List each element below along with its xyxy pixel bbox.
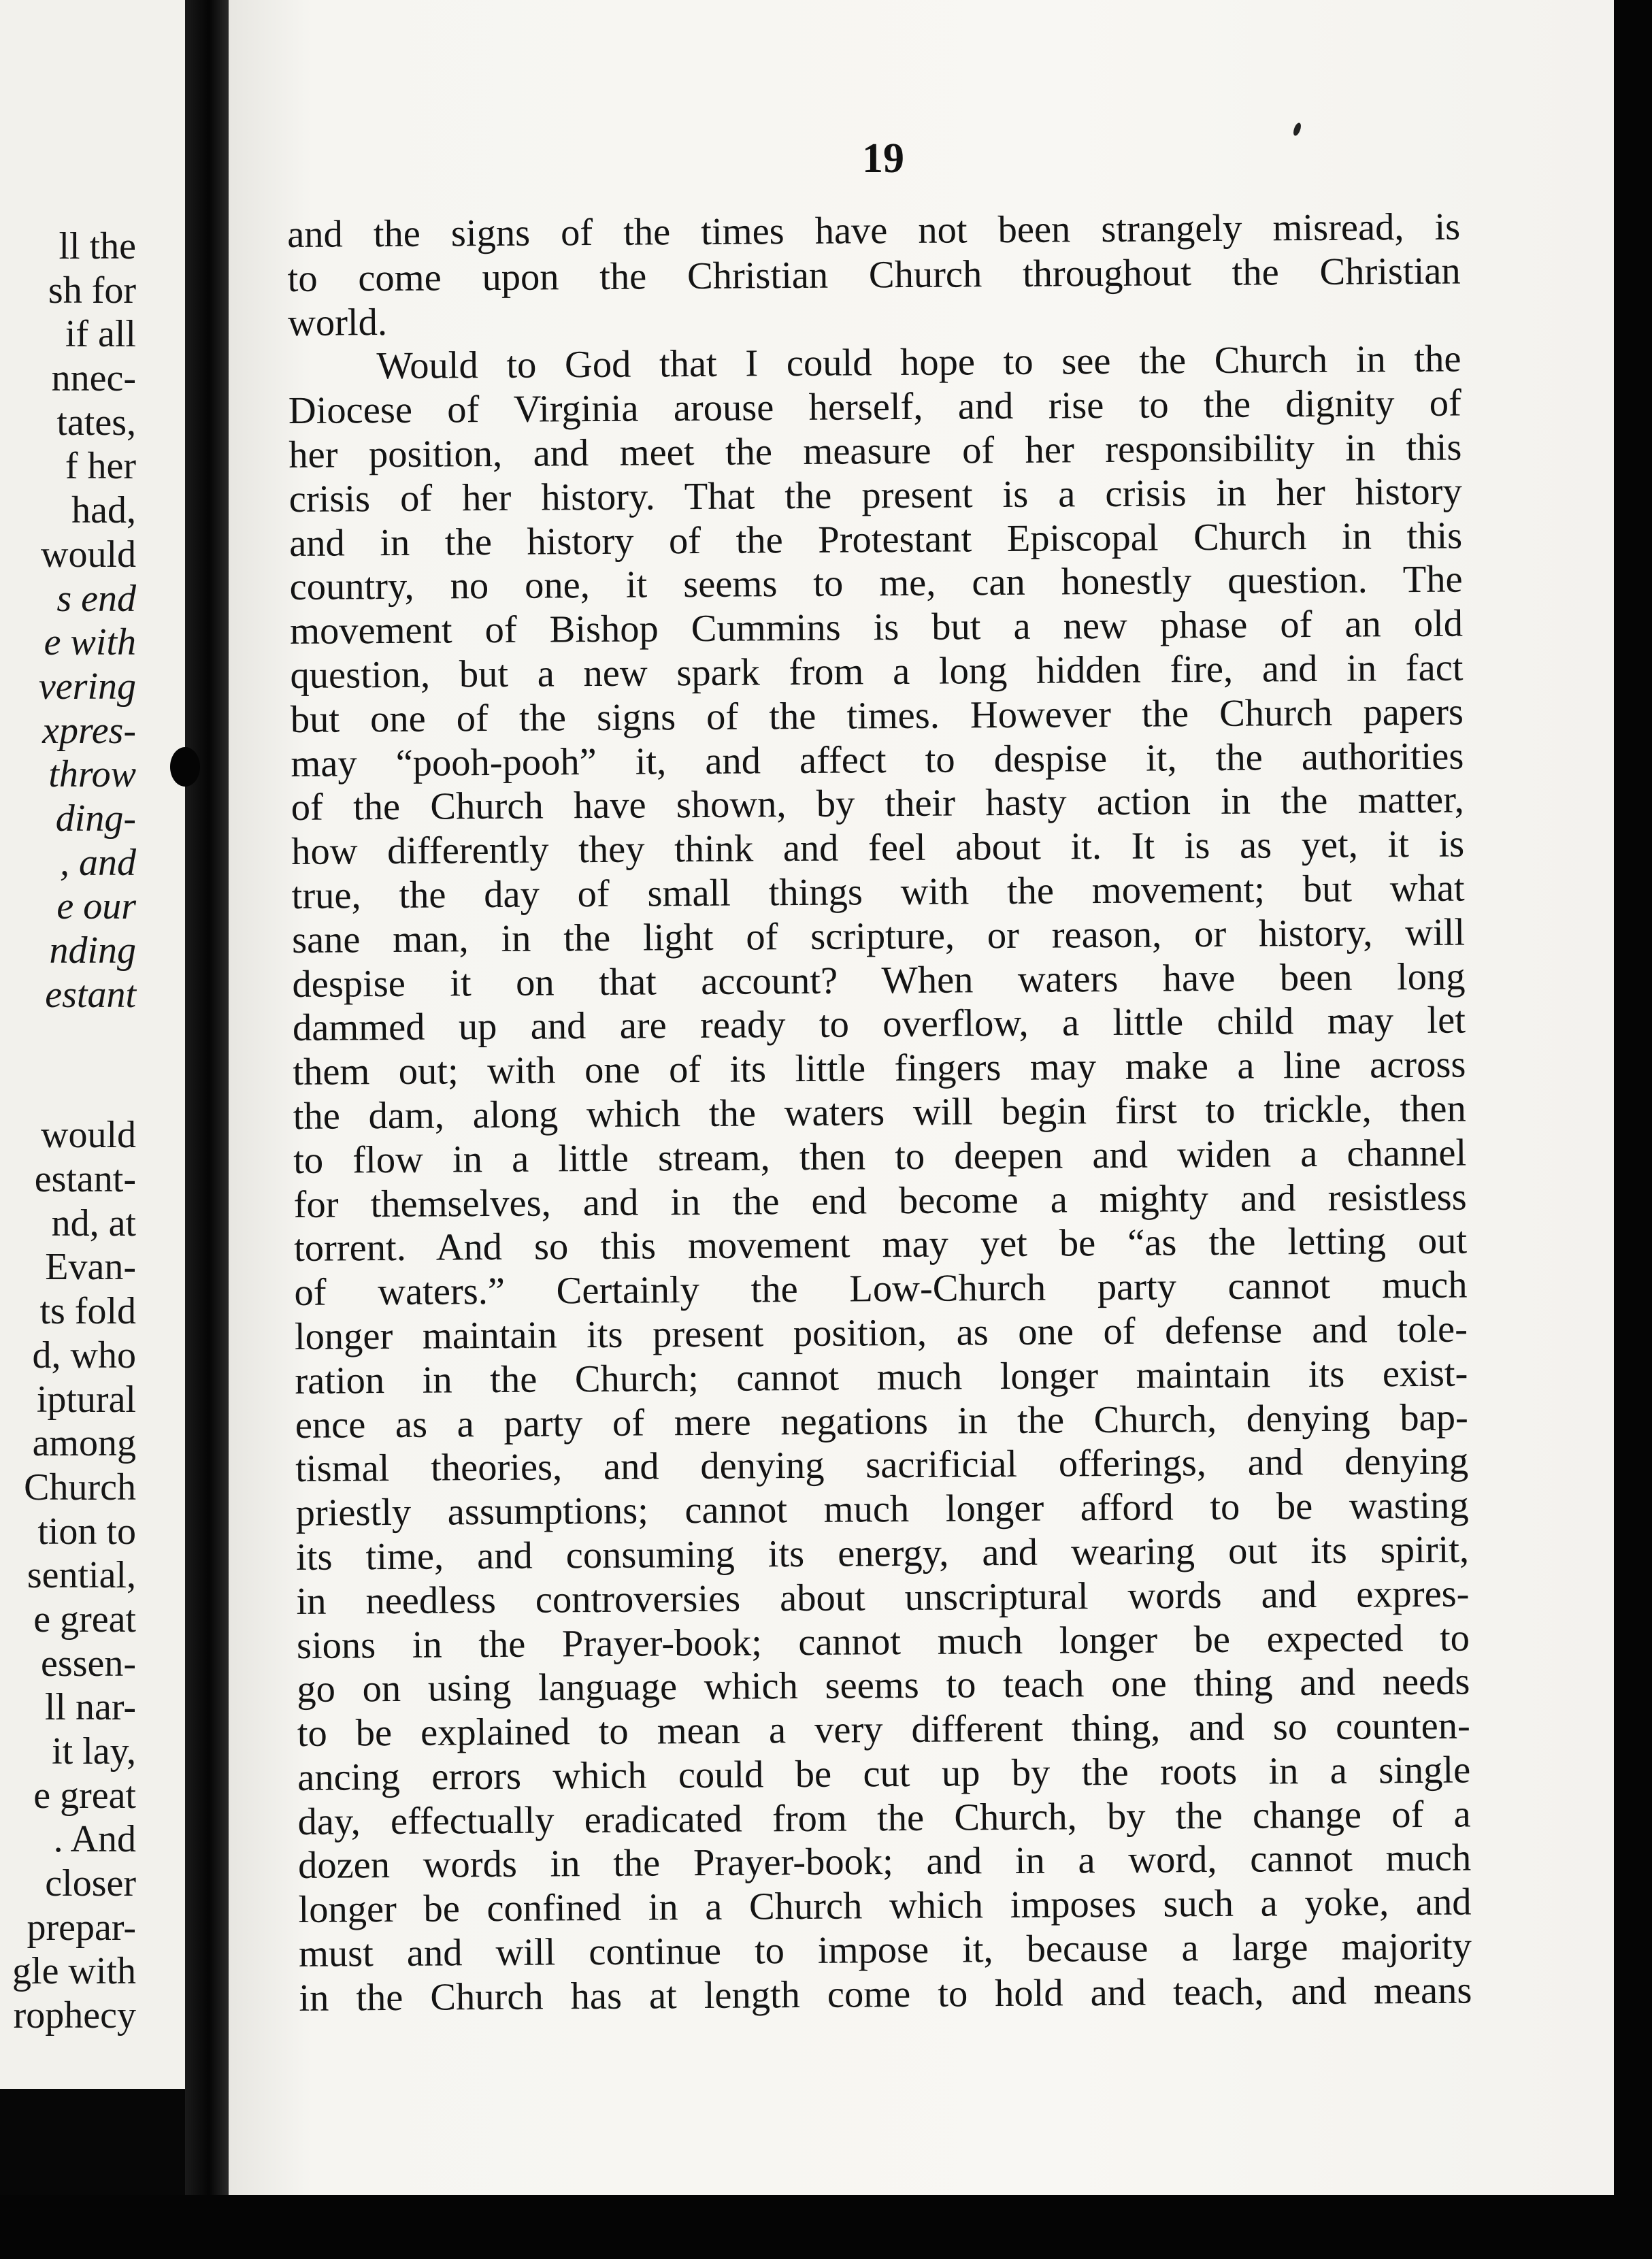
facing-line: iptural: [36, 1378, 136, 1421]
facing-line: tates,: [56, 401, 136, 444]
text-line: of the Church have shown, by their hasty action in the matter,: [291, 778, 1464, 829]
text-line: her position, and meet the measure of her responsibility in this: [288, 426, 1462, 476]
facing-line: would: [41, 1114, 136, 1157]
text-line: dammed up and are ready to overflow, a little child may let: [292, 999, 1466, 1050]
facing-line: ll the: [59, 225, 136, 267]
text-line: but one of the signs of the times. However the Church papers: [290, 691, 1464, 741]
facing-line: e our: [56, 885, 136, 928]
text-line: its time, and consuming its energy, and wearing out its spirit,: [295, 1528, 1470, 1579]
facing-line: it lay,: [52, 1730, 136, 1772]
text-line: tismal theories, and denying sacrificial offerings, and denying: [295, 1440, 1469, 1491]
text-line: of waters.” Certainly the Low-Church party cannot much: [294, 1264, 1468, 1315]
text-line: day, effectually eradicated from the Church, by the change of a: [297, 1793, 1471, 1843]
text-line: crisis of her history. That the present is a crisis in her history: [288, 470, 1462, 521]
text-line: ration in the Church; cannot much longer maintain its exist-: [295, 1352, 1468, 1402]
text-line: sions in the Prayer-book; cannot much longer be expected to: [296, 1617, 1470, 1667]
text-line: Would to God that I could hope to see the Church in the: [376, 337, 1461, 388]
facing-line: had,: [71, 489, 136, 532]
text-line: despise it on that account? When waters have been long: [292, 955, 1466, 1006]
text-line: to be explained to mean a very different thing, and so counten-: [297, 1704, 1470, 1755]
text-line: priestly assumptions; cannot much longer afford to be wasting: [295, 1484, 1469, 1535]
facing-line: e great: [33, 1598, 136, 1640]
text-line: and the signs of the times have not been strangely misread, is: [287, 205, 1461, 256]
text-line: may “pooh-pooh” it, and affect to despise it, the authorities: [291, 735, 1464, 785]
facing-line: ts fold: [39, 1290, 136, 1333]
facing-line: estant: [45, 973, 136, 1016]
facing-line: f her: [65, 445, 136, 488]
text-line: longer be confined in a Church which imposes such a yoke, and: [298, 1881, 1472, 1932]
facing-line: xpres-: [42, 709, 136, 752]
facing-line: Church: [24, 1466, 136, 1508]
scan-border-bottom: [0, 2195, 1652, 2259]
facing-line: nnec-: [51, 357, 136, 400]
text-line: country, no one, it seems to me, can honestly question. The: [289, 558, 1463, 609]
text-line: go on using language which seems to teach one thing and needs: [297, 1660, 1470, 1711]
facing-line: sential,: [27, 1554, 136, 1597]
book-page: [229, 0, 1614, 2195]
facing-line: closer: [45, 1862, 136, 1905]
binding-mark: [170, 747, 200, 787]
text-line: longer maintain its present position, as one of defense and tole-: [294, 1308, 1468, 1358]
facing-line: Evan-: [45, 1246, 136, 1289]
facing-line: sh for: [48, 269, 136, 312]
text-line: ancing errors which could be cut up by the roots in a single: [297, 1749, 1471, 1799]
text-line: dozen words in the Prayer-book; and in a word, cannot much: [297, 1836, 1472, 1887]
text-line: how differently they think and feel about it. It is as yet, it is: [291, 823, 1465, 874]
facing-line: prepar-: [27, 1906, 136, 1949]
facing-line: , and: [60, 841, 136, 884]
text-line: sane man, in the light of scripture, or reason, or history, will: [291, 911, 1466, 961]
text-line: Diocese of Virginia arouse herself, and rise to the dignity of: [288, 382, 1462, 433]
facing-line: . And: [53, 1818, 136, 1861]
text-line: to flow in a little stream, then to deepen and widen a channel: [293, 1132, 1467, 1182]
facing-line: rophecy: [13, 1994, 136, 2037]
text-line: for themselves, and in the end become a mighty and resistless: [293, 1176, 1467, 1226]
facing-line: s end: [56, 577, 136, 620]
facing-line: e great: [33, 1774, 136, 1817]
facing-line: nding: [49, 929, 136, 972]
facing-line: essen-: [41, 1642, 136, 1685]
facing-line: ll nar-: [44, 1686, 136, 1729]
text-line: in the Church has at length come to hold and teach, and means: [299, 1969, 1472, 2019]
facing-line: nd, at: [51, 1202, 136, 1244]
text-line: and in the history of the Protestant Episcopal Church in this: [289, 514, 1463, 565]
facing-line: throw: [48, 753, 136, 796]
text-line: in needless controversies about unscriptural words and expres-: [296, 1572, 1470, 1623]
facing-line: tion to: [37, 1510, 136, 1553]
text-line: ence as a party of mere negations in the Church, denying bap-: [295, 1396, 1468, 1447]
facing-line: estant-: [34, 1158, 136, 1201]
text-line: must and will continue to impose it, because a large majority: [298, 1925, 1472, 1976]
facing-line: ding-: [55, 797, 136, 840]
page-body-text: [287, 205, 1472, 2021]
page-number: 19: [862, 135, 904, 182]
text-line: the dam, along which the waters will begin first to trickle, then: [293, 1087, 1466, 1138]
facing-line: gle with: [12, 1950, 136, 1993]
facing-line: vering: [38, 665, 136, 708]
text-line: torrent. And so this movement may yet be “as the letting out: [293, 1219, 1468, 1270]
text-line: to come upon the Christian Church throughout the Christian: [287, 250, 1461, 300]
facing-line: e with: [44, 621, 136, 664]
facing-page-left: [0, 0, 185, 2089]
facing-line: among: [32, 1422, 136, 1465]
facing-line: d, who: [32, 1334, 136, 1376]
facing-line: if all: [65, 313, 136, 356]
text-line: true, the day of small things with the movement; but what: [291, 867, 1465, 917]
text-line: question, but a new spark from a long hidden fire, and in fact: [290, 646, 1464, 697]
facing-line: would: [41, 533, 136, 576]
text-line: them out; with one of its little fingers may make a line across: [293, 1043, 1466, 1094]
scan-border-right: [1614, 0, 1652, 2259]
book-spine: [185, 0, 229, 2259]
facing-page-text: [0, 225, 136, 2038]
text-line: movement of Bishop Cummins is but a new phase of an old: [289, 602, 1464, 653]
text-line: world.: [287, 301, 388, 344]
